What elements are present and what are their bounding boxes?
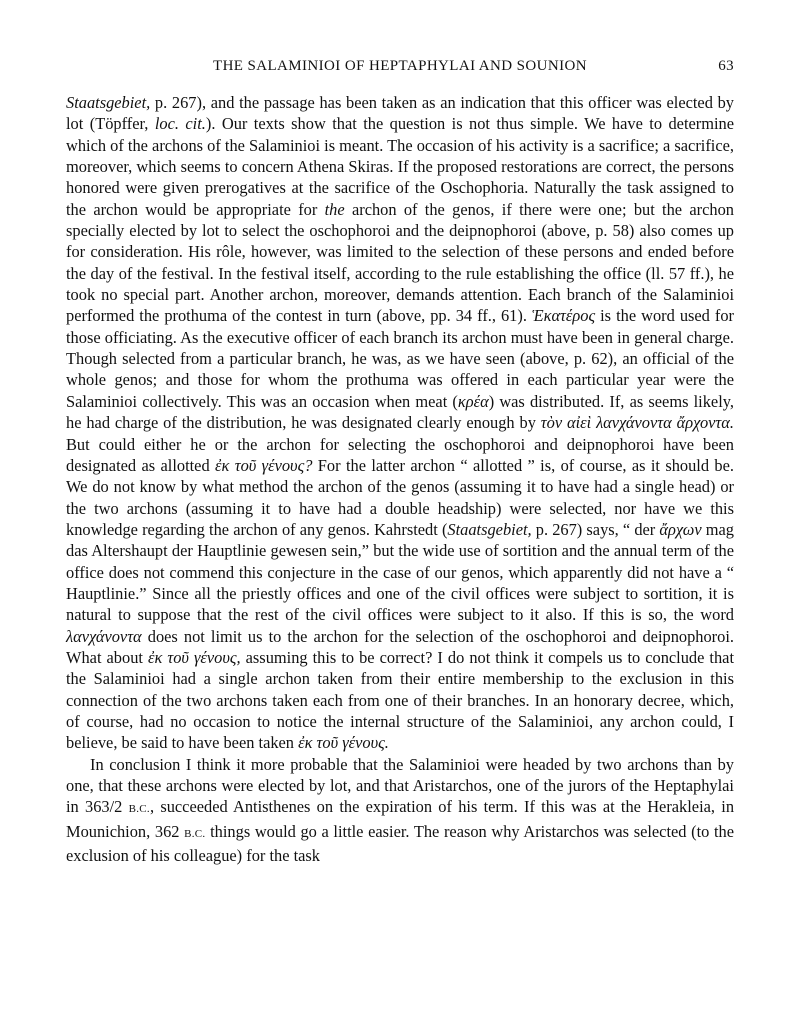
body-text (66, 92, 734, 866)
page (66, 58, 734, 866)
era-abbreviation: B.C. (184, 827, 206, 840)
text-run: ). Our texts show that the question is not thus simple. We have to determine which of the archons of the Salaminioi is meant. The occasion of his activity is a sacrifice; a sacrifice, moreover, which seems to concern Athena Skiras. If the proposed restorations are correct, the persons honored were given prerogatives at the sacrifice of the Oschophoria. Naturally the task assigned to the archon would be appropriate for (66, 114, 735, 219)
greek-term: ἐκ τοῦ γένους, (147, 647, 241, 667)
paragraph-2 (66, 754, 734, 867)
text-run: p. 267) says, “ der (531, 519, 660, 539)
page-number: 63 (718, 58, 734, 74)
paragraph-1 (66, 92, 734, 754)
text-run: ) was distributed. If, as seems likely, he had charge of the distribution, he was designated clearly enough by (66, 391, 734, 433)
text-run: In conclusion I think it more probable that the Salaminioi were headed by two archons than by one, that these archons were elected by lot, and that Aristarchos, one of the jurors of the Heptaphylai in 363/2 (66, 754, 734, 817)
greek-term: τὸν αἰεὶ λανχάνοντα ἄρχοντα. (540, 413, 734, 433)
citation-italic: Staatsgebiet, (447, 519, 532, 539)
greek-term: λανχάνοντα (66, 626, 142, 646)
text-run: assuming this to be correct? I do not think it compels us to conclude that the Salaminioi had a single archon taken from their entire membership to the exclusion in this connection of the two archons taken each from one of their branches. In an honorary decree, which, of course, had no occasion to notice the internal structure of the Salaminioi, any archon could, I believe, be said to have been taken (66, 647, 734, 753)
citation-italic: Staatsgebiet, (66, 93, 151, 112)
greek-term: ἐκ τοῦ γένους. (298, 733, 389, 753)
running-title: THE SALAMINIOI OF HEPTAPHYLAI AND SOUNION (213, 58, 587, 74)
text-run: , succeeded Antisthenes on the expiration of his term. If this was at the Herakleia, in Mounichion, 362 (66, 797, 735, 841)
emphasis-italic: the (324, 199, 345, 219)
text-run: But could either he or the archon for selecting the oschophoroi and deipnophoroi have been designated as allotted (66, 434, 734, 475)
era-abbreviation: B.C. (128, 803, 150, 816)
text-run: is the word used for those officiating. As the executive officer of each branch its archon must have been in general charge. Though selected from a particular branch, he was, as we have seen (above, p. 62), an official of the whole genos; and those for whom the prothuma was offered in each particular year were the Salaminioi collectively. This was an occasion when meat ( (66, 306, 734, 411)
text-run: p. 267), and the passage has been taken as an indication that this officer was elected by lot (Töpffer, (66, 93, 734, 134)
greek-term: ἐκ τοῦ γένους? (215, 455, 313, 475)
text-run: things would go a little easier. The reason why Aristarchos was selected (to the exclusion of his colleague) for the task (66, 821, 734, 866)
citation-italic: loc. cit. (154, 114, 206, 134)
text-run: For the latter archon “ allotted ” is, of course, as it should be. We do not know by what method the archon of the genos (assuming it to have had a single head) or the two archons (assuming it to have had a double headship) were selected, nor have we this knowledge regarding the archon of any genos. Kahrstedt ( (66, 455, 734, 539)
text-run: mag das Altershaupt der Hauptlinie gewesen sein,” but the wide use of sortition and the annual term of the office does not commend this conjecture in the case of our genos, which apparently did not have a “ Hauptlinie.” Since all the priestly offices and one of the civil offices were subject to sortition, it is natural to suppose that the rest of the civil offices were subject to it also. If this is so, the word (66, 519, 734, 625)
text-run: archon of the genos, if there were one; but the archon specially elected by lot to select the oschophoroi and the deipnophoroi (above, p. 58) also comes up for consideration. His rôle, however, was limited to the selection of these persons and ended before the day of the festival. In the festival itself, according to the rule establishing the office (ll. 57 ff.), he took no special part. Another archon, moreover, demands attention. Each branch of the Salaminioi performed the prothuma of the contest in turn (above, pp. 34 ff., 61). (66, 199, 734, 326)
running-head (66, 58, 734, 82)
text-run: does not limit us to the archon for the selection of the oschophoroi and deipnophoroi. What about (66, 626, 734, 667)
greek-term: Ἑκατέρος (531, 306, 596, 326)
greek-term: ἄρχων (659, 519, 702, 539)
greek-term: κρέα (457, 391, 489, 411)
